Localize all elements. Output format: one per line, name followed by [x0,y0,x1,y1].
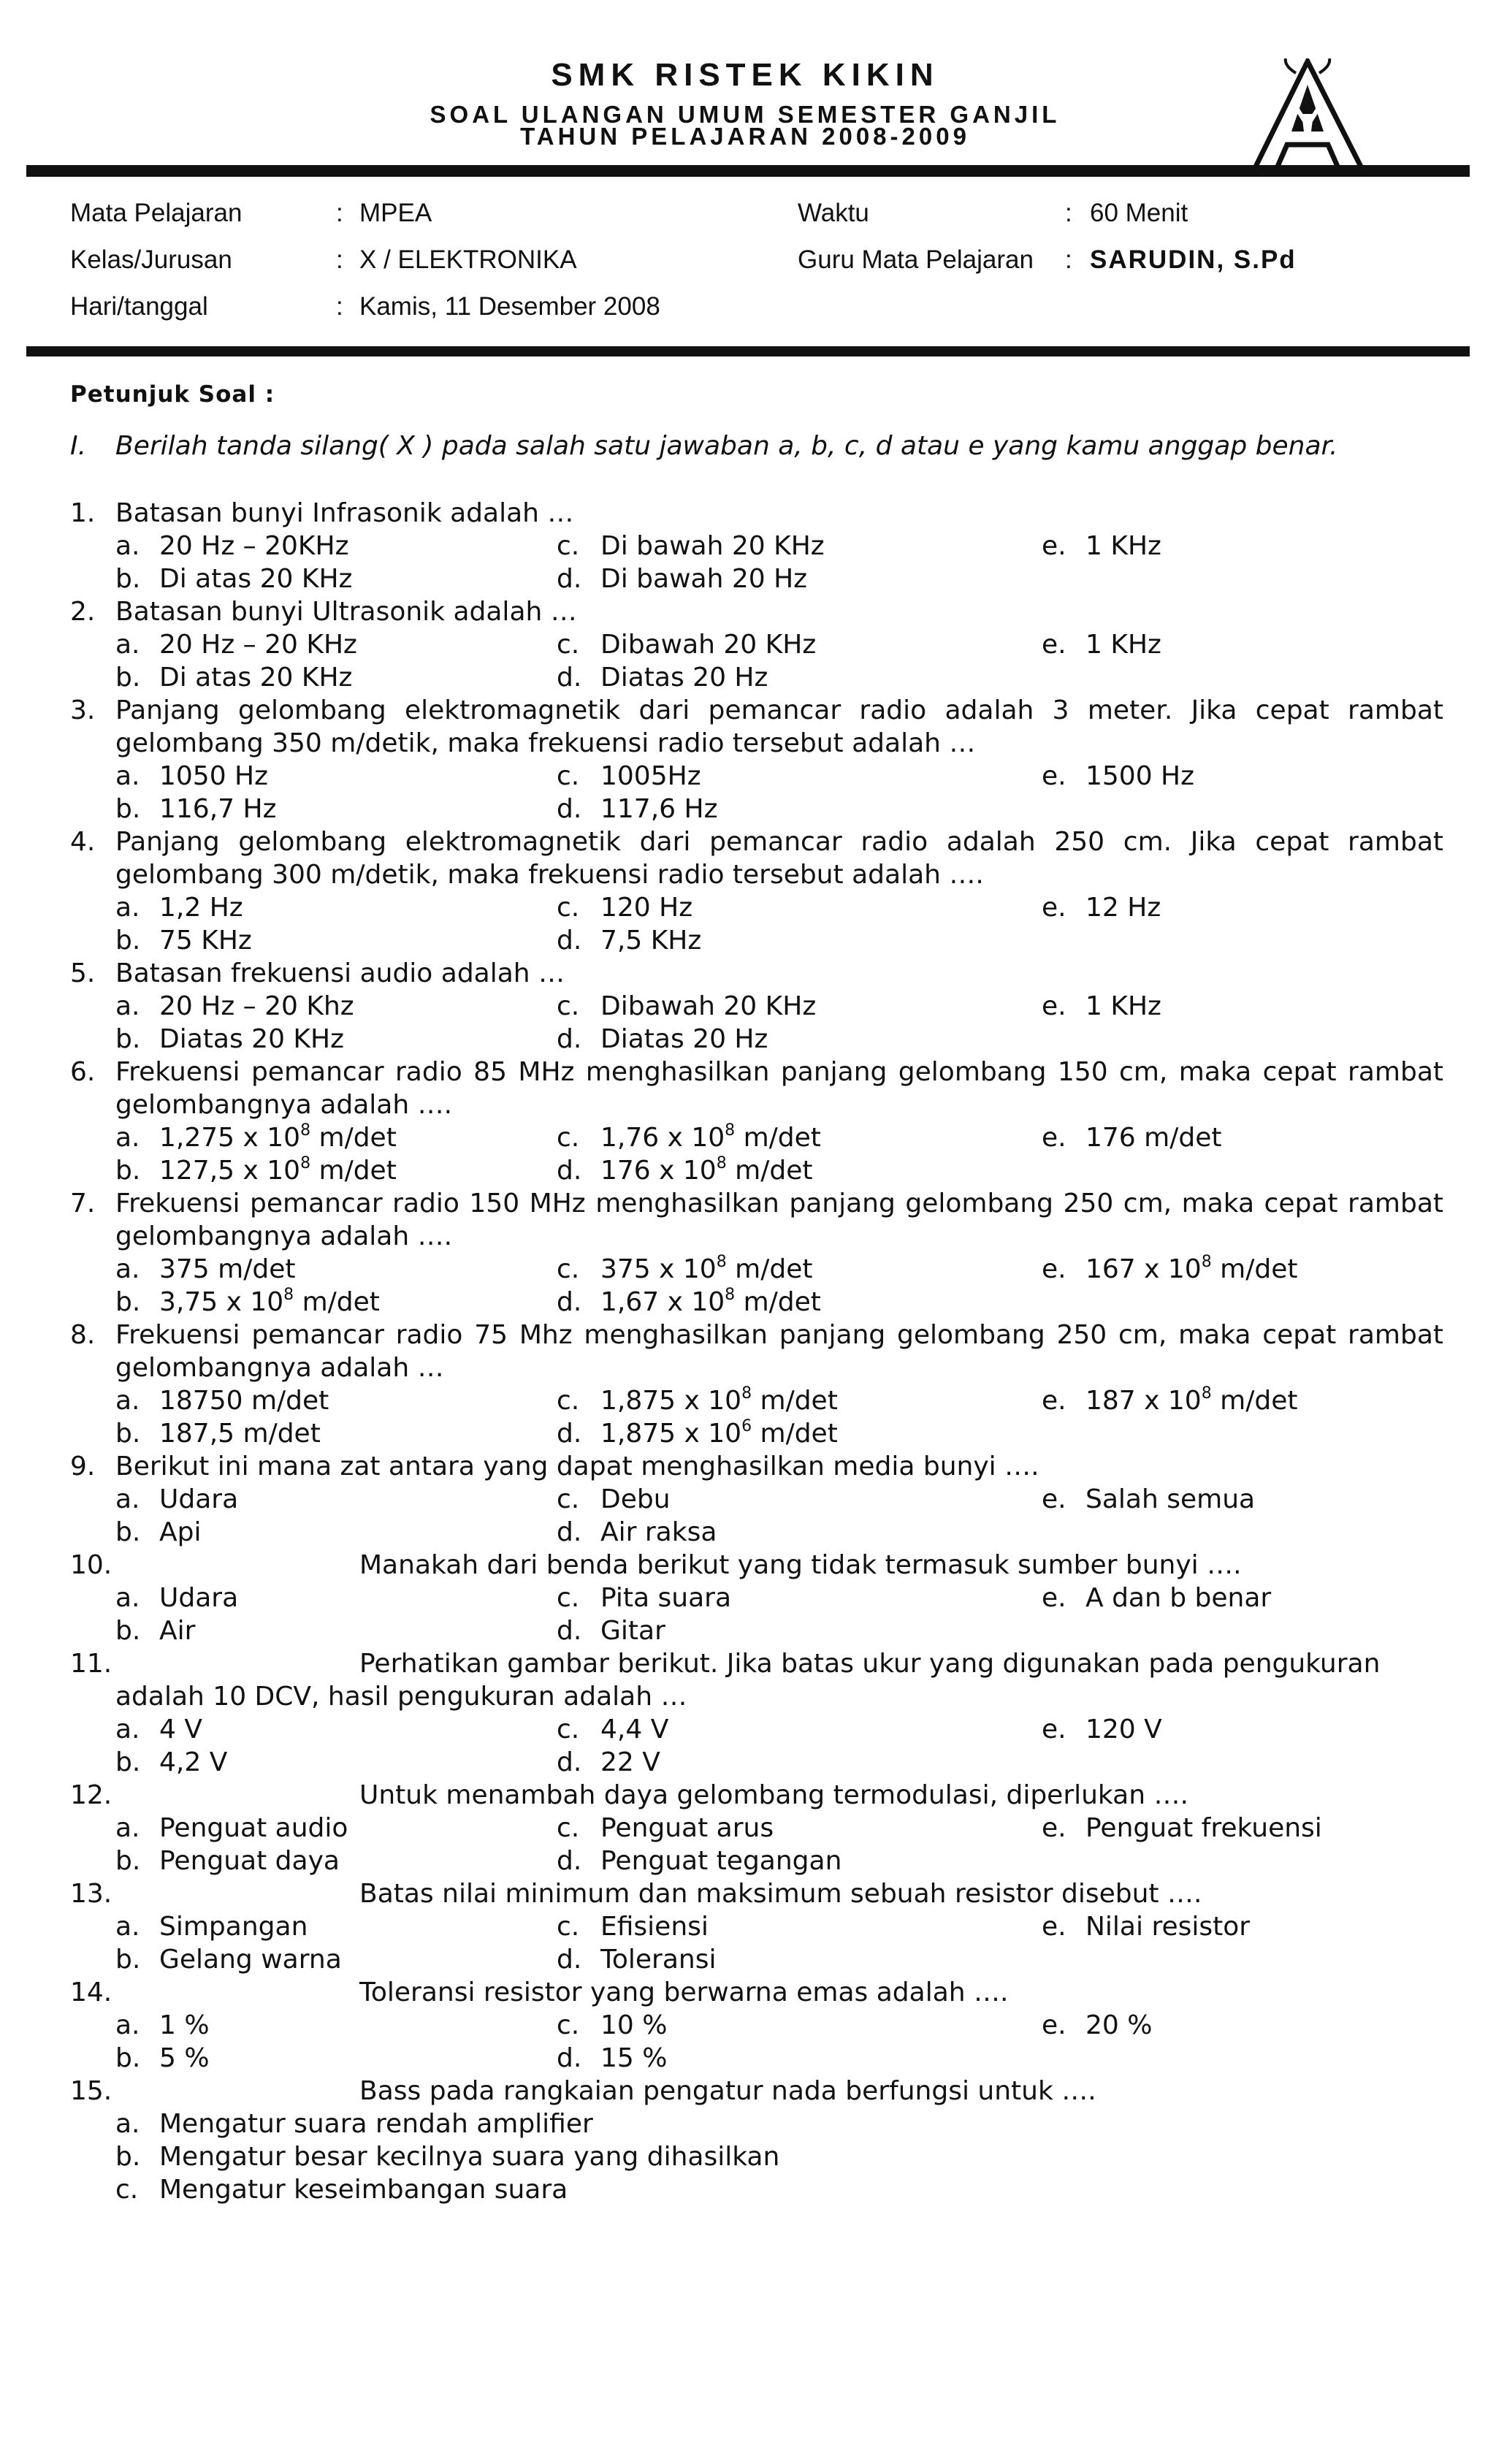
school-name: SMK RISTEK KIKIN [551,57,939,93]
question-number: 4. [70,827,96,857]
question-stem: Bass pada rangkaian pengatur nada berfungsi untuk …. [359,2076,1096,2106]
option-e[interactable]: e. 20 % [1042,2010,1153,2040]
question-stem: Panjang gelombang elektromagnetik dari pemancar radio adalah 3 meter. Jika cepat rambat gelombang 350 m/detik, maka frekuensi radio tersebut adalah … [115,695,1443,758]
question-stem-continued: adalah 10 DCV, hasil pengukuran adalah … [115,1682,687,1712]
subject-label: Mata Pelajaran [70,199,243,227]
date-label: Hari/tanggal [70,292,208,321]
option-a[interactable]: a. 20 Hz – 20KHz [115,531,349,561]
question-stem: Batasan bunyi Infrasonik adalah … [115,498,574,528]
question-number: 10. [70,1550,112,1580]
option-d[interactable]: d. 117,6 Hz [557,794,718,824]
question-number: 3. [70,695,96,725]
option-c[interactable]: c. 1,875 x $10^8$ m/det [557,1384,838,1416]
option-a[interactable]: a. Udara [115,1583,239,1613]
option-c[interactable]: c. 375 x $10^8$ m/det [557,1253,813,1284]
question-4 [70,825,1443,957]
question-15 [70,2075,1443,2206]
option-b[interactable]: b. 116,7 Hz [115,794,277,824]
option-a[interactable]: a. 20 Hz – 20 Khz [115,991,354,1021]
question-stem: Untuk menambah daya gelombang termodulasi, diperlukan …. [359,1780,1188,1810]
option-d[interactable]: d. Toleransi [557,1945,717,1975]
option-b[interactable]: b. 5 % [115,2043,210,2073]
option-a[interactable]: a. 1050 Hz [115,761,269,791]
question-13 [70,1877,1443,1976]
colon: : [1065,245,1072,274]
option-d[interactable]: d. Diatas 20 Hz [557,663,768,693]
question-2 [70,595,1443,694]
option-c[interactable]: c. Penguat arus [557,1813,774,1843]
question-stem: Batas nilai minimum dan maksimum sebuah resistor disebut …. [359,1879,1202,1909]
question-number: 8. [70,1320,96,1350]
question-number: 5. [70,958,96,988]
colon: : [336,245,343,274]
option-e[interactable]: e. Penguat frekuensi [1042,1813,1322,1843]
question-number: 15. [70,2076,112,2106]
option-a[interactable]: a. Udara [115,1484,239,1514]
option-d[interactable]: d. 176 x $10^8$ m/det [557,1154,813,1186]
option-b[interactable]: b. Diatas 20 KHz [115,1024,344,1054]
option-d[interactable]: d. 22 V [557,1747,660,1777]
option-a[interactable]: a. Penguat audio [115,1813,348,1843]
option-d[interactable]: d. Penguat tegangan [557,1846,842,1876]
option-b[interactable]: b. Mengatur besar kecilnya suara yang dihasilkan [115,2142,780,2172]
info-row-class [70,244,1458,276]
question-stem: Toleransi resistor yang berwarna emas adalah …. [359,1977,1009,2007]
option-e[interactable]: e. 1500 Hz [1042,761,1195,791]
question-stem: Frekuensi pemancar radio 85 MHz menghasilkan panjang gelombang 150 cm, maka cepat rambat gelombangnya adalah …. [115,1057,1443,1120]
option-b[interactable]: b. 187,5 m/det [115,1419,321,1449]
instructions-text [70,431,1337,461]
colon: : [336,199,343,227]
option-b[interactable]: b. Di atas 20 KHz [115,564,353,594]
option-a[interactable]: a. Simpangan [115,1912,308,1942]
option-e[interactable]: e. 167 x $10^8$ m/det [1042,1253,1298,1284]
question-12 [70,1779,1443,1877]
option-b[interactable]: b. Api [115,1517,202,1547]
option-c[interactable]: c. Dibawah 20 KHz [557,630,817,660]
question-stem: Frekuensi pemancar radio 75 Mhz menghasilkan panjang gelombang 250 cm, maka cepat rambat gelombangnya adalah … [115,1320,1443,1383]
option-d[interactable]: d. Air raksa [557,1517,717,1547]
class-label: Kelas/Jurusan [70,245,232,274]
option-c[interactable]: c. Dibawah 20 KHz [557,991,817,1021]
option-b[interactable]: b. Air [115,1616,196,1646]
question-9 [70,1450,1443,1549]
option-d[interactable]: d. 7,5 KHz [557,926,702,956]
info-row-date [70,291,1458,323]
instructions-sentence: Berilah tanda silang( X ) pada salah satu jawaban a, b, c, d atau e yang kamu anggap benar. [115,431,1338,461]
option-c[interactable]: c. 120 Hz [557,893,693,923]
info-row-subject [70,197,1458,229]
option-c[interactable]: c. 10 % [557,2010,668,2040]
option-c[interactable]: c. Mengatur keseimbangan suara [115,2175,568,2205]
question-number: 12. [70,1780,112,1810]
question-7 [70,1187,1443,1319]
question-11 [70,1647,1443,1779]
teacher-label: Guru Mata Pelajaran [798,245,1034,274]
option-c[interactable]: c. Debu [557,1484,671,1514]
colon: : [1065,199,1072,227]
question-stem: Frekuensi pemancar radio 150 MHz menghasilkan panjang gelombang 250 cm, maka cepat rambat gelombangnya adalah …. [115,1189,1443,1251]
question-stem: Manakah dari benda berikut yang tidak termasuk sumber bunyi …. [359,1550,1242,1580]
option-c[interactable]: c. Pita suara [557,1583,732,1613]
question-stem: Batasan frekuensi audio adalah … [115,958,565,988]
option-a[interactable]: a. Mengatur suara rendah amplifier [115,2109,593,2139]
option-b[interactable]: b. 127,5 x $10^8$ m/det [115,1154,397,1186]
option-e[interactable]: e. 176 m/det [1042,1123,1222,1153]
question-5 [70,957,1443,1056]
question-8 [70,1319,1443,1450]
question-number: 13. [70,1879,112,1909]
option-d[interactable]: d. 15 % [557,2043,668,2073]
option-e[interactable]: e. Nilai resistor [1042,1912,1251,1942]
time-value: 60 Menit [1090,199,1188,227]
exam-year: TAHUN PELAJARAN 2008-2009 [520,123,970,150]
question-number: 1. [70,498,96,528]
question-number: 11. [70,1649,112,1679]
question-6 [70,1056,1443,1187]
option-d[interactable]: d. 1,875 x $10^6$ m/det [557,1417,838,1449]
option-a[interactable]: a. 18750 m/det [115,1386,329,1416]
question-stem: Perhatikan gambar berikut. Jika batas ukur yang digunakan pada pengukuran [359,1649,1381,1679]
instructions-heading: Petunjuk Soal : [70,381,275,408]
option-c[interactable]: c. 1005Hz [557,761,701,791]
option-b[interactable]: b. Gelang warna [115,1945,342,1975]
option-c[interactable]: c. Di bawah 20 KHz [557,531,825,561]
header-rule-top [26,165,1470,177]
option-e[interactable]: e. A dan b benar [1042,1583,1272,1613]
exam-title: SOAL ULANGAN UMUM SEMESTER GANJIL [430,101,1061,128]
header-rule-bottom [26,346,1470,356]
question-number: 6. [70,1057,96,1087]
question-number: 2. [70,597,96,627]
option-b[interactable]: b. 75 KHz [115,926,252,956]
class-value: X / ELEKTRONIKA [359,245,577,274]
option-b[interactable]: b. Penguat daya [115,1846,340,1876]
option-a[interactable]: a. 1 % [115,2010,210,2040]
question-number: 9. [70,1452,96,1481]
option-e[interactable]: e. 12 Hz [1042,893,1161,923]
option-d[interactable]: d. Gitar [557,1616,665,1646]
question-10 [70,1549,1443,1647]
option-e[interactable]: e. 187 x $10^8$ m/det [1042,1384,1298,1416]
time-label: Waktu [798,199,869,227]
question-3 [70,694,1443,825]
question-list [70,497,1443,2206]
question-number: 7. [70,1189,96,1218]
question-stem: Batasan bunyi Ultrasonik adalah … [115,597,577,627]
option-d[interactable]: d. 1,67 x $10^8$ m/det [557,1286,821,1317]
option-a[interactable]: a. 1,275 x $10^8$ m/det [115,1121,397,1153]
option-a[interactable]: a. 1,2 Hz [115,893,243,923]
option-c[interactable]: c. Efisiensi [557,1912,709,1942]
option-d[interactable]: d. Diatas 20 Hz [557,1024,768,1054]
option-e[interactable]: e. 1 KHz [1042,531,1161,561]
question-14 [70,1976,1443,2075]
question-number: 14. [70,1977,112,2007]
option-a[interactable]: a. 4 V [115,1714,202,1744]
option-b[interactable]: b. Di atas 20 KHz [115,663,353,693]
option-e[interactable]: e. 1 KHz [1042,630,1161,660]
option-c[interactable]: c. 1,76 x $10^8$ m/det [557,1121,821,1153]
option-e[interactable]: e. 120 V [1042,1714,1162,1744]
option-b[interactable]: b. 4,2 V [115,1747,228,1777]
school-logo-icon [1242,58,1373,175]
option-b[interactable]: b. 3,75 x $10^8$ m/det [115,1286,380,1317]
option-a[interactable]: a. 375 m/det [115,1254,296,1284]
teacher-value: SARUDIN, S.Pd [1090,245,1297,274]
subject-value: MPEA [359,199,432,227]
option-c[interactable]: c. 4,4 V [557,1714,669,1744]
question-1 [70,497,1443,595]
option-e[interactable]: e. Salah semua [1042,1484,1256,1514]
option-e[interactable]: e. 1 KHz [1042,991,1161,1021]
option-d[interactable]: d. Di bawah 20 Hz [557,564,808,594]
colon: : [336,292,343,321]
section-number: I. [70,431,87,461]
date-value: Kamis, 11 Desember 2008 [359,292,660,321]
option-a[interactable]: a. 20 Hz – 20 KHz [115,630,357,660]
question-stem: Panjang gelombang elektromagnetik dari pemancar radio adalah 250 cm. Jika cepat rambat gelombang 300 m/detik, maka frekuensi radio tersebut adalah …. [115,827,1443,890]
question-stem: Berikut ini mana zat antara yang dapat menghasilkan media bunyi …. [115,1452,1039,1481]
